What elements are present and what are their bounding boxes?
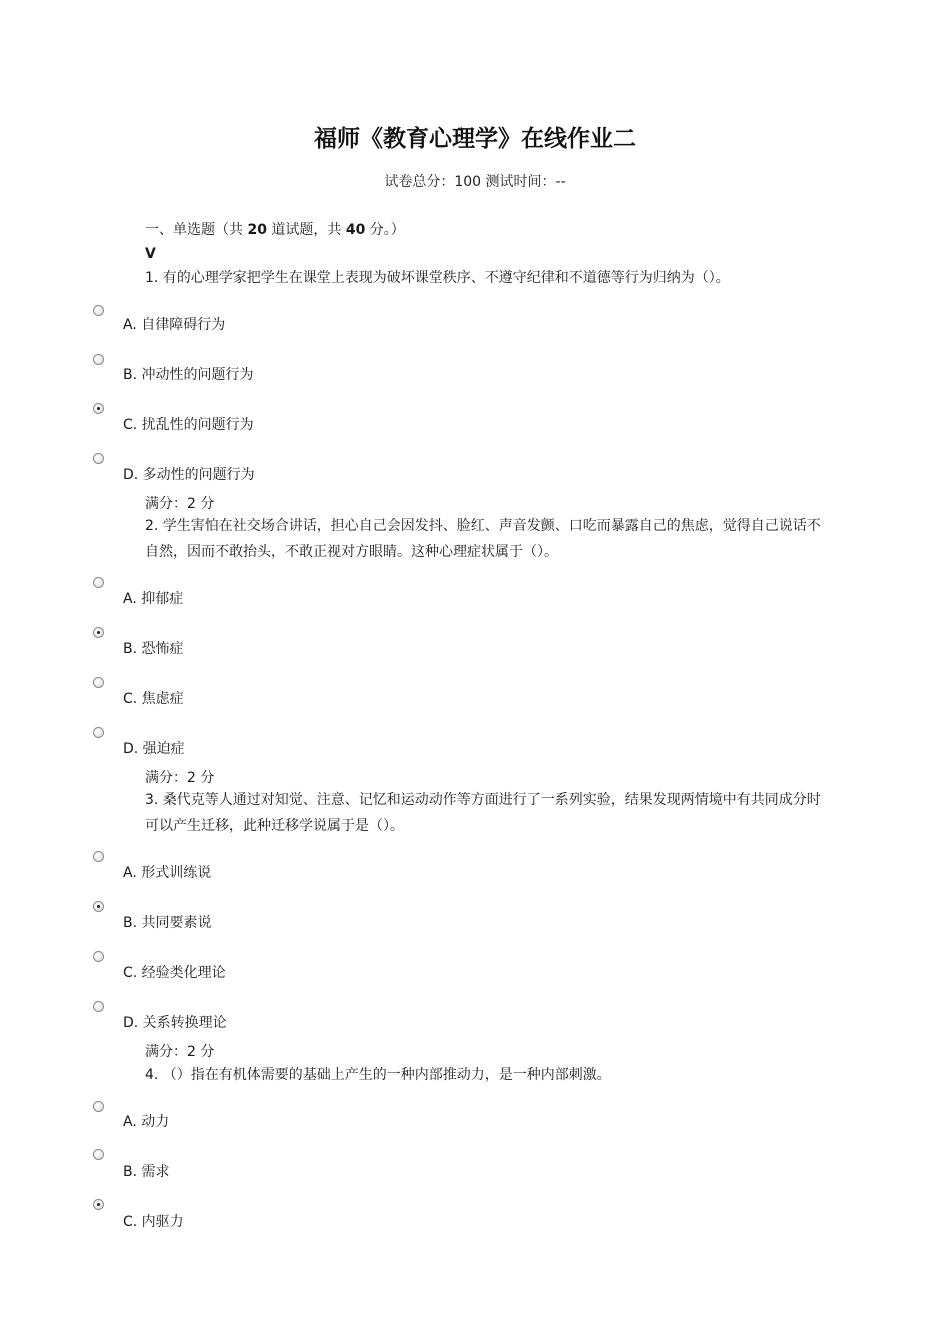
option-q1-c[interactable]: C. 扰乱性的问题行为: [123, 417, 254, 433]
total-points: 40: [345, 222, 366, 238]
page-title: 福师《教育心理学》在线作业二: [314, 126, 636, 152]
option-q4-c[interactable]: C. 内驱力: [123, 1214, 184, 1230]
option-q4-a[interactable]: A. 动力: [123, 1114, 170, 1130]
score-q3: 满分：2 分: [145, 1044, 215, 1060]
radio-q1-b[interactable]: [93, 354, 104, 365]
question-3-text: 3. 桑代克等人通过对知觉、注意、记忆和运动动作等方面进行了一系列实验，结果发现两情境中有共同成分时可以产生迁移，此种迁移学说属于是（）。: [145, 792, 821, 834]
option-q2-d[interactable]: D. 强迫症: [123, 741, 185, 757]
v-mark: V: [145, 246, 156, 262]
question-1-text: 1. 有的心理学家把学生在课堂上表现为破坏课堂秩序、不遵守纪律和不道德等行为归纳为（）。: [145, 270, 730, 286]
radio-q2-a[interactable]: [93, 577, 104, 588]
radio-q4-c[interactable]: [93, 1199, 104, 1210]
section-header: [145, 219, 405, 239]
section-suffix: 分。）: [369, 222, 405, 238]
option-q4-b[interactable]: B. 需求: [123, 1164, 170, 1180]
radio-q4-a[interactable]: [93, 1101, 104, 1112]
radio-q1-d[interactable]: [93, 453, 104, 464]
exam-meta: 试卷总分：100 测试时间：--: [384, 174, 566, 190]
section-mid: 道试题，共: [271, 222, 342, 238]
option-q1-b[interactable]: B. 冲动性的问题行为: [123, 367, 254, 383]
question-count: 20: [247, 222, 267, 238]
option-q2-a[interactable]: A. 抑郁症: [123, 591, 184, 607]
radio-q2-d[interactable]: [93, 727, 104, 738]
option-q3-b[interactable]: B. 共同要素说: [123, 915, 212, 931]
option-q2-c[interactable]: C. 焦虑症: [123, 691, 184, 707]
radio-q3-a[interactable]: [93, 851, 104, 862]
option-q1-a[interactable]: A. 自律障碍行为: [123, 317, 226, 333]
option-q3-c[interactable]: C. 经验类化理论: [123, 965, 226, 981]
option-q3-d[interactable]: D. 关系转换理论: [123, 1015, 227, 1031]
option-q1-d[interactable]: D. 多动性的问题行为: [123, 467, 255, 483]
score-q1: 满分：2 分: [145, 496, 215, 512]
question-4-text: 4. （）指在有机体需要的基础上产生的一种内部推动力，是一种内部刺激。: [145, 1067, 611, 1083]
radio-q2-b[interactable]: [93, 627, 104, 638]
radio-q3-b[interactable]: [93, 901, 104, 912]
radio-q4-b[interactable]: [93, 1149, 104, 1160]
radio-q1-a[interactable]: [93, 305, 104, 316]
option-q2-b[interactable]: B. 恐怖症: [123, 641, 184, 657]
radio-q3-c[interactable]: [93, 951, 104, 962]
radio-q1-c[interactable]: [93, 403, 104, 414]
section-prefix: 一、单选题（共: [145, 222, 243, 238]
option-q3-a[interactable]: A. 形式训练说: [123, 865, 212, 881]
score-q2: 满分：2 分: [145, 770, 215, 786]
radio-q3-d[interactable]: [93, 1001, 104, 1012]
question-2-text: 2. 学生害怕在社交场合讲话，担心自己会因发抖、脸红、声音发颤、口吃而暴露自己的焦虑，觉得自己说话不自然，因而不敢抬头，不敢正视对方眼睛。这种心理症状属于（）。: [145, 518, 821, 560]
radio-q2-c[interactable]: [93, 677, 104, 688]
